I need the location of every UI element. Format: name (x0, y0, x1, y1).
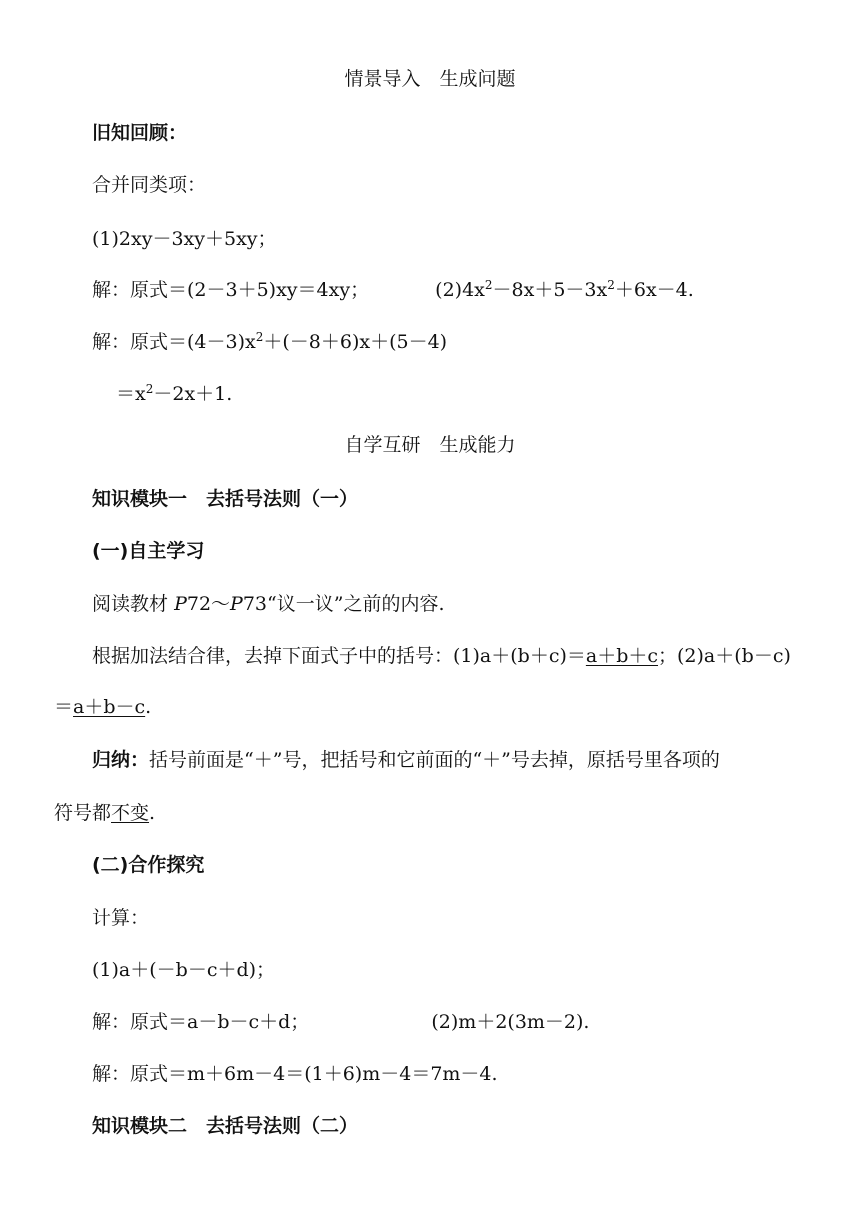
rule-exercise-line-1: 根据加法结合律，去掉下面式子中的括号：(1)a＋(b＋c)＝a＋b＋c；(2)a＋(b－c) (92, 645, 791, 667)
module-2-heading: 知识模块二 去括号法则（二） (92, 1115, 359, 1137)
problem-2-result: $=x^2-2x+1$. (116, 382, 233, 405)
rule-exercise-line-2: ＝a＋b－c. (54, 696, 152, 718)
calc-2: (2)m＋2(3m－2). (431, 1011, 590, 1033)
summary-line-1: 归纳：括号前面是“＋”号，把括号和它前面的“＋”号去掉，原括号里各项的 (92, 749, 720, 771)
problem-2: $(2)4x^2-8x+5-3x^2+6x-4$. (435, 278, 694, 301)
section-title-selfstudy: 自学互研 生成能力 (344, 434, 516, 456)
calc-1-solution-row (92, 1009, 589, 1035)
calc-1-solution: 解：原式＝a－b－c＋d； (92, 1011, 310, 1033)
answer-2: a＋b－c (73, 696, 146, 718)
summary-line-2: 符号都不变. (54, 802, 156, 824)
review-prompt: 合并同类项： (92, 174, 207, 196)
answer-1: a＋b＋c (585, 645, 659, 667)
module-1-heading: 知识模块一 去括号法则（一） (92, 488, 359, 510)
module-1-sub-2: (二)合作探究 (92, 854, 205, 876)
problem-1-solution: 解：原式＝(2－3＋5)xy＝4xy； (92, 279, 370, 301)
reading-instruction: 阅读教材 P72～P73“议一议”之前的内容. (92, 593, 445, 615)
problem-1: (1)2xy－3xy＋5xy； (92, 228, 277, 250)
review-heading: 旧知回顾： (92, 122, 188, 144)
calc-prompt: 计算： (92, 907, 150, 929)
calc-2-solution: 解：原式＝m＋6m－4＝(1＋6)m－4＝7m－4. (92, 1063, 498, 1085)
module-1-sub-1: (一)自主学习 (92, 540, 205, 562)
problem-2-solution: 解：原式$=(4-3)x^2+(-8+6)x+(5-4)$ (92, 330, 448, 353)
section-title-scenario: 情景导入 生成问题 (344, 68, 516, 90)
summary-answer: 不变 (111, 802, 150, 824)
problem-1-solution-row (92, 277, 694, 303)
summary-label: 归纳： (92, 749, 150, 771)
calc-1: (1)a＋(－b－c＋d)； (92, 959, 276, 981)
